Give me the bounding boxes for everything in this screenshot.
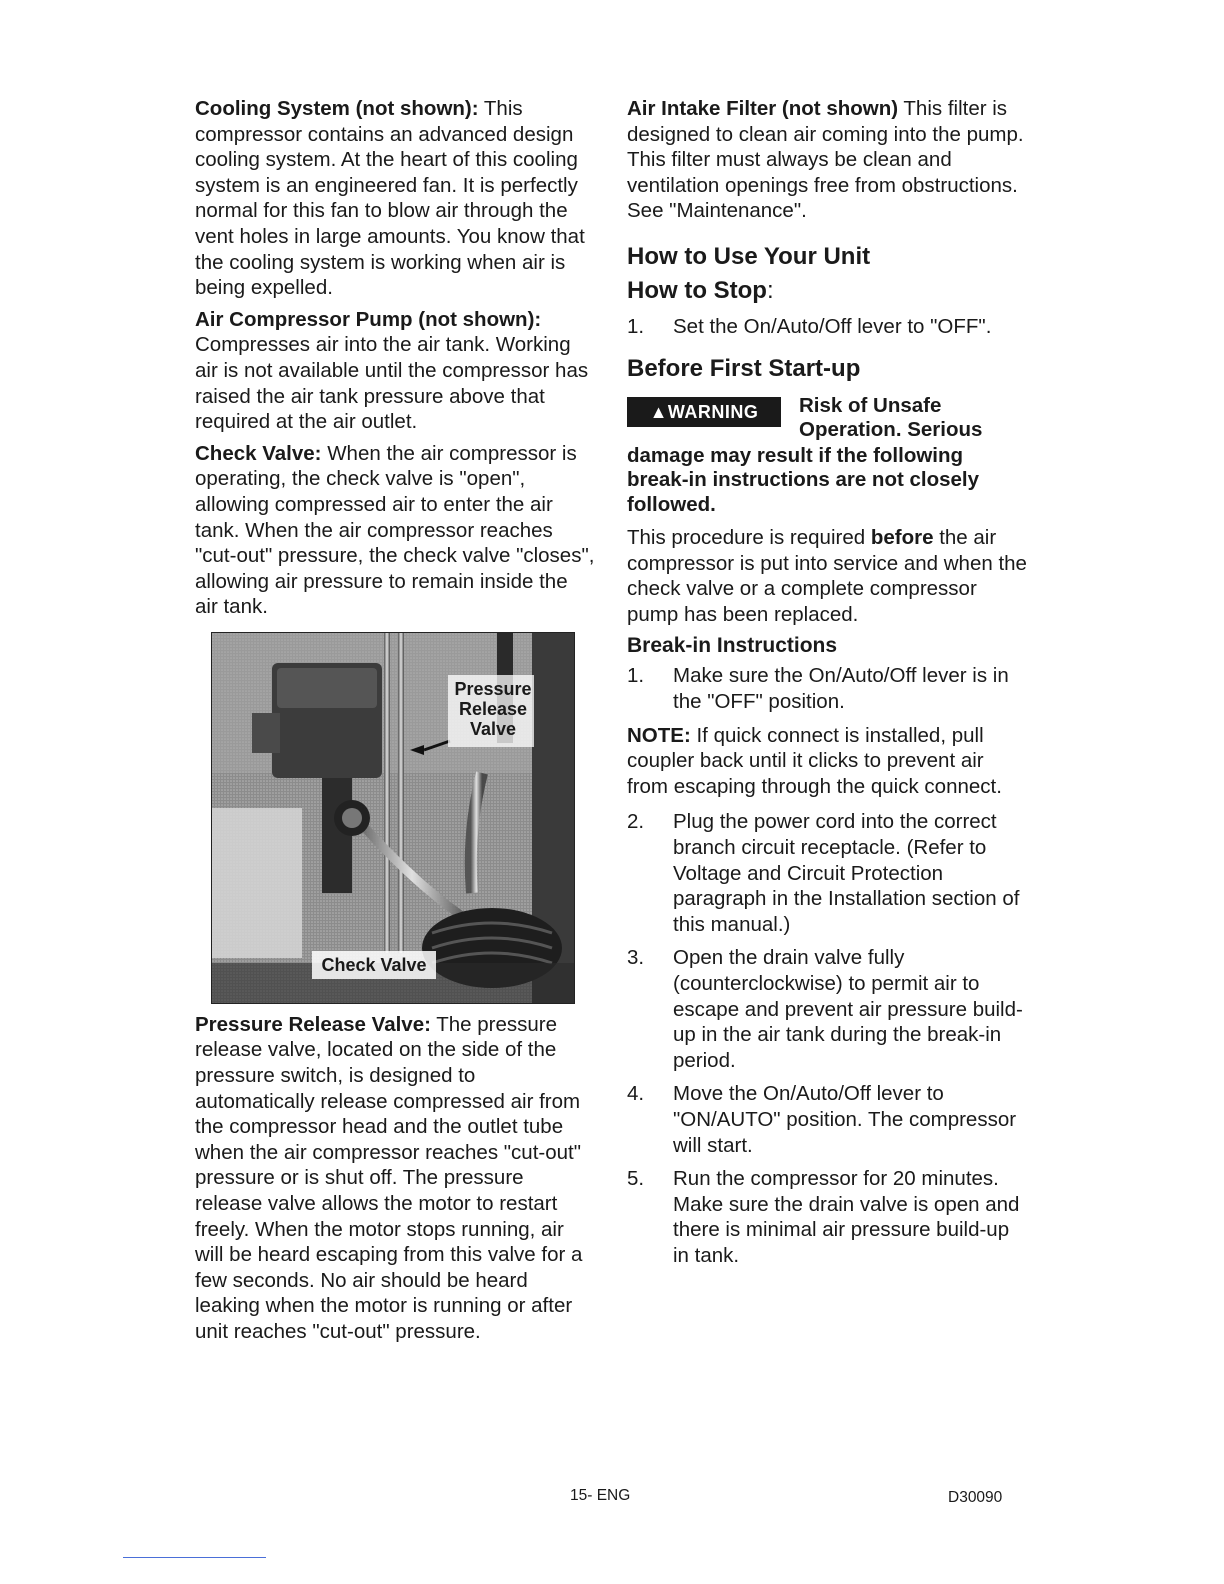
step-text: Move the On/Auto/Off lever to "ON/AUTO" position. The compressor will start. — [673, 1082, 1017, 1157]
pressure-release-valve-paragraph — [195, 1012, 595, 1345]
note-paragraph — [627, 723, 1027, 800]
how-to-stop-colon: : — [766, 276, 774, 304]
pressure-release-valve-label — [452, 679, 534, 739]
document-code: D30090 — [948, 1489, 1003, 1506]
air-intake-filter-paragraph — [627, 96, 1027, 224]
step-text: Make sure the On/Auto/Off lever is in the "OFF" position. — [673, 664, 1009, 714]
warning-text-line2: Operation. Serious — [799, 417, 983, 441]
air-intake-filter-text: This filter is designed to clean air coming into the pump. This filter must always be clean and ventilation openings free from obstructions. See "Maintenance". — [627, 97, 1024, 223]
break-in-step — [627, 663, 1027, 714]
stop-step — [627, 314, 1027, 340]
break-in-step — [627, 809, 1027, 937]
left-column — [195, 96, 595, 1351]
procedure-text-bold: before — [870, 526, 934, 550]
step-text: Set the On/Auto/Off lever to "OFF". — [673, 314, 992, 338]
break-in-step — [627, 1166, 1027, 1268]
step-number: 2. — [627, 810, 645, 834]
step-text: Run the compressor for 20 minutes. Make sure the drain valve is open and there is minimal air pressure build-up in tank. — [673, 1167, 1020, 1267]
step-number: 5. — [627, 1167, 645, 1191]
break-in-steps-list — [627, 809, 1027, 1268]
check-valve-text: When the air compressor is operating, the check valve is "open", allowing compressed air to enter the air tank. When the air compressor reaches "cut-out" pressure, the check valve "closes", allowing air pressure to remain inside the air tank. — [195, 441, 595, 619]
check-valve-paragraph — [195, 441, 595, 620]
procedure-text-post: the air compressor is put into service and when the check valve or a complete compressor pump has been replaced. — [627, 526, 1027, 626]
procedure-text-pre: This procedure is required — [627, 526, 871, 550]
cooling-system-paragraph — [195, 96, 595, 301]
warning-callout — [627, 394, 1027, 444]
pressure-release-valve-heading: Pressure Release Valve: — [195, 1012, 431, 1036]
warning-badge: ▲WARNING — [627, 397, 781, 427]
step-number: 3. — [627, 946, 645, 970]
check-valve-label: Check Valve — [321, 954, 427, 975]
stop-steps-list — [627, 314, 1027, 340]
how-to-use-heading: How to Use Your Unit — [627, 242, 871, 270]
warning-text-rest: damage may result if the following break-in instructions are not closely followed. — [627, 443, 980, 516]
check-valve-heading: Check Valve: — [195, 441, 322, 465]
cooling-system-heading: Cooling System (not shown): — [195, 97, 479, 120]
air-intake-filter-heading: Air Intake Filter (not shown) — [627, 97, 899, 120]
pump-text: Compresses air into the air tank. Working air is not available until the compressor has raised the air tank pressure above that required at the air outlet. — [195, 333, 589, 434]
before-first-startup-heading: Before First Start-up — [627, 354, 861, 382]
how-to-stop-heading — [627, 276, 1027, 306]
step-text: Open the drain valve fully (counterclockwise) to permit air to escape and prevent air pressure build-up in the air tank during the break-in period. — [673, 946, 1023, 1072]
compressor-photo — [211, 632, 575, 1004]
right-column — [627, 96, 1027, 1277]
pressure-release-valve-text: The pressure release valve, located on the side of the pressure switch, is designed to automatically release compressed air from the compressor head and the outlet tube when the air compressor reaches "cut-out" pressure or is shut off. The pressure release valve allows the motor to restart freely. When the motor stops running, air will be heard escaping from this valve for a few seconds. No air should be heard leaking when the motor is running or after unit reaches "cut-out" pressure. — [195, 1012, 583, 1343]
step-number: 1. — [627, 314, 645, 338]
break-in-step — [627, 1081, 1027, 1158]
cooling-system-text: This compressor contains an advanced design cooling system. At the heart of this cooling system is an engineered fan. It is perfectly normal for this fan to blow air through the vent holes in large amounts. You know that the cooling system is working when air is being expelled. — [195, 97, 585, 300]
pump-paragraph — [195, 307, 595, 435]
step-number: 1. — [627, 664, 645, 688]
page-number: 15- ENG — [570, 1487, 631, 1504]
warning-text-line1: Risk of Unsafe — [799, 393, 942, 417]
pump-heading: Air Compressor Pump (not shown): — [195, 307, 542, 331]
note-text: If quick connect is installed, pull coupler back until it clicks to prevent air from escaping through the quick connect. — [627, 723, 1002, 798]
break-in-instructions-heading: Break-in Instructions — [627, 634, 838, 658]
pressure-release-valve-label-line2: Release — [458, 698, 528, 719]
procedure-paragraph — [627, 525, 1027, 627]
break-in-step — [627, 945, 1027, 1073]
break-in-step1-list — [627, 663, 1027, 714]
how-to-stop-heading-text: How to Stop — [627, 276, 767, 304]
step-number: 4. — [627, 1082, 645, 1106]
bottom-rule — [123, 1557, 266, 1558]
pressure-release-valve-label-line1: Pressure — [454, 678, 532, 699]
note-label: NOTE: — [627, 723, 691, 747]
pressure-release-valve-label-line3: Valve — [469, 718, 517, 739]
step-text: Plug the power cord into the correct branch circuit receptacle. (Refer to Voltage and Circuit Protection paragraph in the Installation section of this manual.) — [673, 810, 1020, 936]
